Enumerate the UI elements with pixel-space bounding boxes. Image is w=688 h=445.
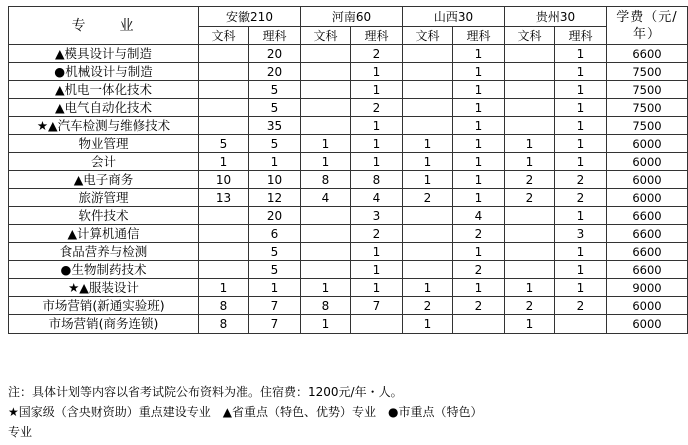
quota-cell: 1	[403, 315, 453, 334]
quota-cell: 1	[555, 99, 607, 117]
fee-cell: 6000	[607, 153, 688, 171]
quota-cell: 1	[351, 135, 403, 153]
quota-cell: 3	[351, 207, 403, 225]
header-wenke: 文科	[301, 27, 351, 45]
header-like: 理科	[453, 27, 505, 45]
quota-cell: 5	[249, 261, 301, 279]
quota-cell: 1	[351, 153, 403, 171]
major-name: 食品营养与检测	[9, 243, 199, 261]
table-row	[9, 81, 688, 99]
quota-cell: 1	[555, 117, 607, 135]
fee-cell: 6000	[607, 315, 688, 334]
quota-cell: 2	[351, 225, 403, 243]
quota-cell	[301, 45, 351, 63]
quota-cell: 1	[249, 153, 301, 171]
major-name: ▲电气自动化技术	[9, 99, 199, 117]
table-row	[9, 261, 688, 279]
quota-cell: 1	[351, 117, 403, 135]
quota-cell	[403, 81, 453, 99]
table-row	[9, 243, 688, 261]
table-row	[9, 207, 688, 225]
quota-cell	[505, 243, 555, 261]
major-name: 物业管理	[9, 135, 199, 153]
fee-cell: 7500	[607, 63, 688, 81]
quota-cell: 20	[249, 63, 301, 81]
quota-cell: 5	[199, 135, 249, 153]
quota-cell: 8	[199, 297, 249, 315]
quota-cell: 1	[555, 63, 607, 81]
quota-cell: 1	[453, 279, 505, 297]
quota-cell: 3	[555, 225, 607, 243]
quota-cell: 12	[249, 189, 301, 207]
table-row	[9, 99, 688, 117]
quota-cell: 1	[249, 279, 301, 297]
quota-cell	[199, 225, 249, 243]
quota-cell: 35	[249, 117, 301, 135]
quota-cell	[199, 261, 249, 279]
major-name: ▲模具设计与制造	[9, 45, 199, 63]
quota-cell: 8	[351, 171, 403, 189]
note-line-1: 注：具体计划等内容以省考试院公布资料为准。住宿费：1200元/年・人。	[8, 385, 403, 399]
quota-cell	[403, 225, 453, 243]
major-name: ●机械设计与制造	[9, 63, 199, 81]
major-name: ▲电子商务	[9, 171, 199, 189]
quota-cell: 5	[249, 99, 301, 117]
quota-cell	[403, 99, 453, 117]
quota-cell: 2	[453, 297, 505, 315]
quota-cell	[555, 315, 607, 334]
quota-cell: 1	[453, 45, 505, 63]
fee-cell: 6000	[607, 171, 688, 189]
header-wenke: 文科	[199, 27, 249, 45]
quota-cell: 1	[301, 153, 351, 171]
quota-cell	[301, 261, 351, 279]
quota-cell	[403, 243, 453, 261]
quota-cell	[505, 81, 555, 99]
footnotes	[8, 382, 648, 442]
fee-cell: 7500	[607, 117, 688, 135]
quota-cell: 1	[453, 117, 505, 135]
table-row	[9, 45, 688, 63]
header-wenke: 文科	[505, 27, 555, 45]
fee-cell: 7500	[607, 81, 688, 99]
major-name: 软件技术	[9, 207, 199, 225]
quota-cell	[351, 315, 403, 334]
quota-cell: 1	[199, 279, 249, 297]
header-fee: 学费（元/年）	[607, 7, 688, 45]
quota-cell: 5	[249, 135, 301, 153]
quota-cell: 1	[453, 81, 505, 99]
major-name: ▲计算机通信	[9, 225, 199, 243]
fee-cell: 6600	[607, 207, 688, 225]
quota-cell: 8	[301, 171, 351, 189]
quota-cell: 1	[505, 279, 555, 297]
quota-cell: 20	[249, 207, 301, 225]
table-row	[9, 315, 688, 334]
quota-cell	[403, 63, 453, 81]
major-name: 市场营销(新通实验班)	[9, 297, 199, 315]
quota-cell: 20	[249, 45, 301, 63]
quota-cell: 1	[453, 171, 505, 189]
quota-cell: 1	[301, 279, 351, 297]
quota-cell: 1	[351, 243, 403, 261]
quota-cell	[403, 261, 453, 279]
quota-cell: 1	[301, 315, 351, 334]
quota-cell: 1	[505, 135, 555, 153]
quota-cell	[199, 99, 249, 117]
quota-cell: 1	[453, 243, 505, 261]
quota-cell: 1	[199, 153, 249, 171]
header-like: 理科	[249, 27, 301, 45]
fee-cell: 6000	[607, 189, 688, 207]
quota-cell: 2	[505, 297, 555, 315]
quota-cell: 6	[249, 225, 301, 243]
quota-cell	[301, 63, 351, 81]
header-province-henan: 河南60	[301, 7, 403, 27]
quota-cell	[403, 207, 453, 225]
header-like: 理科	[351, 27, 403, 45]
fee-cell: 6600	[607, 225, 688, 243]
quota-cell: 2	[555, 189, 607, 207]
quota-cell	[505, 45, 555, 63]
quota-cell: 1	[301, 135, 351, 153]
quota-cell: 1	[453, 63, 505, 81]
quota-cell: 1	[403, 135, 453, 153]
quota-cell: 2	[555, 297, 607, 315]
quota-cell: 1	[555, 243, 607, 261]
quota-cell: 1	[555, 135, 607, 153]
quota-cell: 2	[351, 99, 403, 117]
quota-cell	[199, 207, 249, 225]
quota-cell: 10	[249, 171, 301, 189]
quota-cell	[403, 117, 453, 135]
fee-cell: 6600	[607, 45, 688, 63]
table-row	[9, 189, 688, 207]
major-name: 旅游管理	[9, 189, 199, 207]
quota-cell: 2	[555, 171, 607, 189]
quota-cell: 2	[453, 261, 505, 279]
quota-cell	[199, 63, 249, 81]
quota-cell: 7	[249, 297, 301, 315]
quota-cell: 1	[453, 189, 505, 207]
quota-cell	[505, 63, 555, 81]
quota-cell	[301, 225, 351, 243]
quota-cell: 1	[453, 99, 505, 117]
quota-cell: 7	[249, 315, 301, 334]
quota-cell: 8	[199, 315, 249, 334]
quota-cell: 7	[351, 297, 403, 315]
quota-cell: 5	[249, 81, 301, 99]
quota-cell: 1	[351, 63, 403, 81]
quota-cell: 5	[249, 243, 301, 261]
quota-cell	[403, 45, 453, 63]
fee-cell: 7500	[607, 99, 688, 117]
quota-cell	[505, 117, 555, 135]
quota-cell: 2	[351, 45, 403, 63]
quota-cell	[505, 225, 555, 243]
major-name: ★▲汽车检测与维修技术	[9, 117, 199, 135]
header-major: 专 业	[9, 7, 199, 45]
quota-cell: 1	[453, 135, 505, 153]
quota-cell: 2	[453, 225, 505, 243]
header-province-guizhou: 贵州30	[505, 7, 607, 27]
quota-cell	[505, 261, 555, 279]
quota-cell: 1	[555, 81, 607, 99]
quota-cell: 1	[505, 153, 555, 171]
quota-cell: 4	[351, 189, 403, 207]
quota-cell	[199, 45, 249, 63]
quota-cell: 1	[351, 279, 403, 297]
table-row	[9, 297, 688, 315]
quota-cell: 1	[453, 153, 505, 171]
quota-cell	[505, 207, 555, 225]
fee-cell: 6000	[607, 135, 688, 153]
major-name: ★▲服装设计	[9, 279, 199, 297]
note-line-2: ★国家级（含央财资助）重点建设专业 ▲省重点（特色、优势）专业 ●市重点（特色）	[8, 405, 483, 419]
quota-cell	[301, 117, 351, 135]
table-row	[9, 153, 688, 171]
quota-cell	[301, 243, 351, 261]
quota-cell: 2	[505, 171, 555, 189]
enrollment-plan-table	[8, 6, 688, 334]
header-like: 理科	[555, 27, 607, 45]
header-wenke: 文科	[403, 27, 453, 45]
quota-cell: 1	[555, 153, 607, 171]
quota-cell: 13	[199, 189, 249, 207]
quota-cell: 1	[403, 153, 453, 171]
quota-cell: 4	[453, 207, 505, 225]
quota-cell: 1	[351, 261, 403, 279]
note-line-3: 专业	[8, 425, 33, 439]
quota-cell: 2	[403, 297, 453, 315]
major-name: ●生物制药技术	[9, 261, 199, 279]
quota-cell	[301, 81, 351, 99]
quota-cell: 1	[403, 171, 453, 189]
quota-cell: 1	[555, 207, 607, 225]
quota-cell: 10	[199, 171, 249, 189]
quota-cell: 1	[403, 279, 453, 297]
quota-cell	[301, 207, 351, 225]
table-row	[9, 171, 688, 189]
quota-cell: 8	[301, 297, 351, 315]
quota-cell	[505, 99, 555, 117]
quota-cell: 1	[555, 261, 607, 279]
quota-cell: 4	[301, 189, 351, 207]
quota-cell: 2	[403, 189, 453, 207]
table-row	[9, 63, 688, 81]
major-name: ▲机电一体化技术	[9, 81, 199, 99]
fee-cell: 6600	[607, 261, 688, 279]
major-name: 市场营销(商务连锁)	[9, 315, 199, 334]
fee-cell: 6000	[607, 297, 688, 315]
quota-cell	[453, 315, 505, 334]
header-province-anhui: 安徽210	[199, 7, 301, 27]
fee-cell: 9000	[607, 279, 688, 297]
header-row-provinces	[9, 7, 688, 27]
fee-cell: 6600	[607, 243, 688, 261]
table-row	[9, 135, 688, 153]
quota-cell: 1	[505, 315, 555, 334]
quota-cell: 1	[555, 279, 607, 297]
table-row	[9, 117, 688, 135]
quota-cell	[199, 243, 249, 261]
major-name: 会计	[9, 153, 199, 171]
table-row	[9, 225, 688, 243]
header-province-shanxi: 山西30	[403, 7, 505, 27]
quota-cell	[199, 81, 249, 99]
table-row	[9, 279, 688, 297]
quota-cell: 1	[555, 45, 607, 63]
quota-cell	[301, 99, 351, 117]
quota-cell: 1	[351, 81, 403, 99]
quota-cell	[199, 117, 249, 135]
quota-cell: 2	[505, 189, 555, 207]
